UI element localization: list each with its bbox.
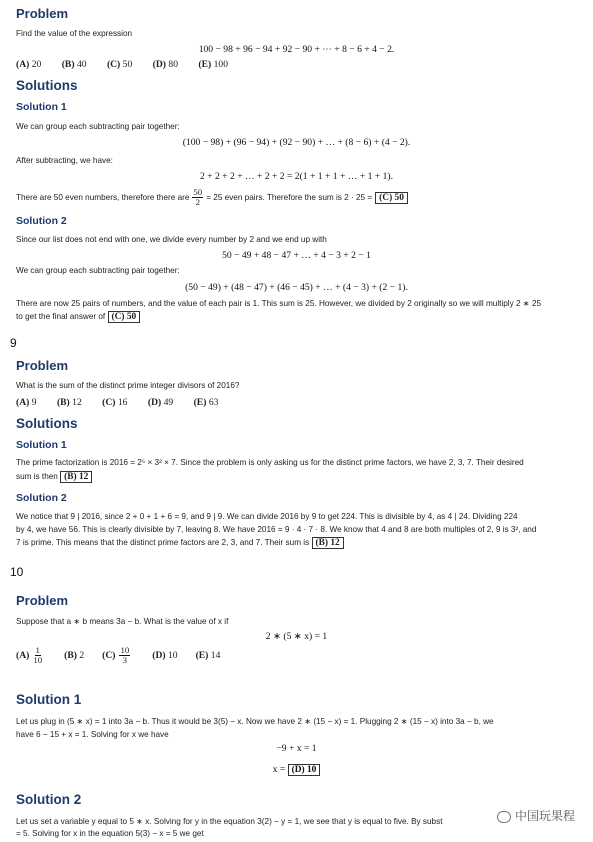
fraction [192, 188, 203, 207]
solution-text: Let us set a variable y equal to 5 ∗ x. Solving for y in the equation 3(2) − y = 1, we see that y is equal to five. By subst [16, 817, 443, 826]
choice-c: (C) 50 [106, 59, 133, 70]
answer-choices [16, 59, 228, 70]
solution-1-heading: Solution 1 [16, 101, 67, 113]
solution-text-line [16, 538, 344, 548]
solution-text: We can group each subtracting pair together: [16, 266, 180, 275]
fraction: $\frac{1}{10}$ [33, 645, 43, 665]
solution-2-heading: Solution 2 [16, 215, 67, 227]
boxed-answer: (C) 50 [375, 192, 408, 204]
watermark-text: 中国玩果程 [515, 809, 576, 823]
answer-choices [16, 646, 220, 665]
choice-b: (B) 40 [61, 59, 87, 70]
choice-a: (A) 9 [16, 397, 37, 408]
solution-text: Let us plug in (5 ∗ x) = 1 into 3a − b. Thus it would be 3(5) − x. Now we have 2 ∗ (15 − x) = 1. Plugging 2 ∗ (15 − x) into 3a − b, we [16, 717, 494, 726]
boxed-answer: (C) 50 [108, 311, 141, 323]
wechat-icon [497, 811, 511, 823]
problem-heading: Problem [16, 358, 69, 373]
solution-text: have 6 − 15 + x = 1. Solving for x we have [16, 730, 169, 739]
problem-prompt: What is the sum of the distinct prime integer divisors of 2016? [16, 381, 240, 390]
fraction-denominator: 2 [195, 197, 200, 207]
fraction: $\frac{10}{3}$ [120, 645, 130, 665]
solution-equation: (50 − 49) + (48 − 47) + (46 − 45) + … + (4 − 3) + (2 − 1). [185, 282, 408, 293]
solution-text: to get the final answer of [16, 312, 106, 321]
choice-e: (E) 63 [193, 397, 219, 408]
solution-text: sum is then [16, 472, 58, 481]
solution-text-line [16, 472, 92, 482]
solution-text: Since our list does not end with one, we divide every number by 2 and we end up with [16, 235, 327, 244]
problem-number: 9 [10, 336, 17, 350]
solution-text: There are now 25 pairs of numbers, and the value of each pair is 1. This sum is 25. However, we divided by 2 originally so we will multiply 2 ∗ 25 [16, 299, 542, 308]
fraction-numerator: 50 [193, 187, 203, 197]
solution-equation-line [0, 764, 593, 775]
solution-text: We can group each subtracting pair together: [16, 122, 180, 131]
solution-2-heading: Solution 2 [16, 492, 67, 504]
problem-prompt: Find the value of the expression [16, 29, 133, 38]
answer-choices [16, 397, 218, 408]
solutions-heading: Solutions [16, 78, 78, 93]
problem-heading: Problem [16, 593, 69, 608]
problem-expression: 100 − 98 + 96 − 94 + 92 − 90 + ⋯ + 8 − 6 + 4 − 2. [198, 44, 395, 55]
solution-equation: −9 + x = 1 [276, 743, 317, 754]
solution-1-heading: Solution 1 [16, 439, 67, 451]
choice-d: (D) 80 [152, 59, 178, 70]
solution-equation: x = [272, 764, 286, 775]
solution-text: = 5. Solving for x in the equation 5(3) − x = 5 we get [16, 829, 204, 838]
problem-number: 10 [10, 565, 24, 579]
solution-text: 7 is prime. This means that the distinct prime factors are 2, 3, and 7. Their sum is [16, 538, 310, 547]
solution-text: After subtracting, we have: [16, 156, 113, 165]
choice-a: (A) 20 [16, 59, 42, 70]
choice-e: (E) 100 [198, 59, 228, 70]
solution-text: There are 50 even numbers, therefore there are [16, 193, 190, 202]
solution-text: The prime factorization is 2016 = 2⁵ × 3² × 7. Since the problem is only asking us for the distinct prime factors, we have 2, 3, 7. Their desired [16, 458, 524, 467]
choice-c: (C) $\frac{10}{3}$ [102, 645, 130, 665]
solution-2-heading: Solution 2 [16, 792, 82, 807]
solution-1-heading: Solution 1 [16, 692, 82, 707]
choice-e: (E) 14 [195, 650, 221, 661]
solution-equation: (100 − 98) + (96 − 94) + (92 − 90) + … + (8 − 6) + (4 − 2). [182, 137, 411, 148]
watermark [494, 806, 578, 825]
solution-text: by 4, we have 56. This is clearly divisible by 7, leaving 8. We have 2016 = 9 · 4 · 7 · 8. We know that 4 and 8 are both multiples of 2, 9 is 3², and [16, 525, 537, 534]
solution-text: We notice that 9 | 2016, since 2 + 0 + 1 + 6 = 9, and 9 | 9. We can divide 2016 by 9 to get 224. This is divisible by 4, as 4 | 24. Dividing 224 [16, 512, 518, 521]
problem-prompt: Suppose that a ∗ b means 3a − b. What is the value of x if [16, 617, 229, 626]
choice-d: (D) 10 [152, 650, 178, 661]
solutions-heading: Solutions [16, 416, 78, 431]
choice-b: (B) 2 [64, 650, 85, 661]
solution-text: = 25 even pairs. Therefore the sum is 2 · 25 = [206, 193, 373, 202]
boxed-answer: (D) 10 [288, 764, 321, 776]
choice-d: (D) 49 [147, 397, 174, 408]
solution-text-line [16, 188, 408, 207]
solution-equation: 2 + 2 + 2 + … + 2 + 2 = 2(1 + 1 + 1 + … + 1 + 1). [199, 171, 394, 182]
problem-equation: 2 ∗ (5 ∗ x) = 1 [265, 631, 328, 642]
choice-b: (B) 12 [56, 397, 82, 408]
choice-a: (A) $\frac{1}{10}$ [16, 645, 43, 665]
boxed-answer: (B) 12 [60, 471, 92, 483]
choice-c: (C) 16 [102, 397, 128, 408]
boxed-answer: (B) 12 [312, 537, 344, 549]
solution-text-line [16, 312, 140, 322]
solution-equation: 50 − 49 + 48 − 47 + … + 4 − 3 + 2 − 1 [222, 250, 371, 261]
problem-heading: Problem [16, 6, 69, 21]
